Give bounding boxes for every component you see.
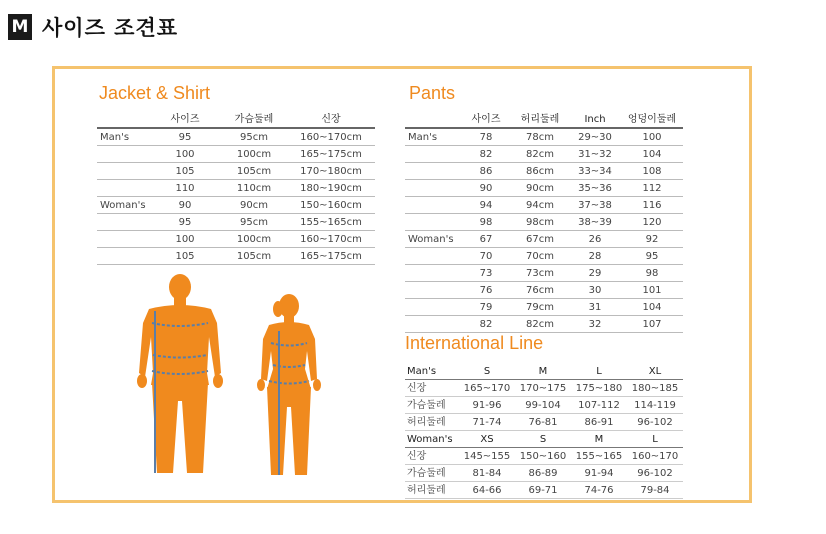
- table-header-cell: XL: [627, 363, 683, 380]
- table-cell: 104: [621, 299, 683, 316]
- table-cell: 95: [621, 248, 683, 265]
- table-cell: 112: [621, 180, 683, 197]
- table-cell: 86: [461, 163, 511, 180]
- column-header: 사이즈: [149, 111, 221, 128]
- table-cell: 76: [461, 282, 511, 299]
- table-cell: 79-84: [627, 482, 683, 499]
- table-cell: 107-112: [571, 397, 627, 414]
- table-row: [405, 214, 683, 231]
- table-cell: 98cm: [511, 214, 569, 231]
- table-row: [405, 197, 683, 214]
- column-header: Inch: [569, 111, 621, 128]
- column-header: 허리둘레: [511, 111, 569, 128]
- table-cell: 29: [569, 265, 621, 282]
- table-cell: 105: [149, 248, 221, 265]
- table-cell: 145~155: [459, 448, 515, 465]
- group-label-empty: [97, 180, 149, 197]
- table-row: [405, 397, 683, 414]
- table-cell: 180~190cm: [287, 180, 375, 197]
- table-cell: 95cm: [221, 214, 287, 231]
- table-cell: 99-104: [515, 397, 571, 414]
- table-cell: 170~180cm: [287, 163, 375, 180]
- table-row: [405, 180, 683, 197]
- table-row: [97, 231, 375, 248]
- table-cell: 160~170: [627, 448, 683, 465]
- table-header-cell: L: [627, 431, 683, 448]
- size-header-row: [405, 431, 683, 448]
- table-cell: 79: [461, 299, 511, 316]
- table-cell: 71-74: [459, 414, 515, 431]
- table-cell: 116: [621, 197, 683, 214]
- table-cell: 155~165: [571, 448, 627, 465]
- measure-label: 허리둘레: [405, 482, 459, 499]
- table-cell: 67cm: [511, 231, 569, 248]
- table-cell: 100: [621, 128, 683, 146]
- table-cell: 74-76: [571, 482, 627, 499]
- table-cell: 114-119: [627, 397, 683, 414]
- pants-size-table: [405, 111, 683, 333]
- table-header-cell: XS: [459, 431, 515, 448]
- table-header-cell: L: [571, 363, 627, 380]
- table-cell: 82cm: [511, 316, 569, 333]
- table-cell: 33~34: [569, 163, 621, 180]
- table-row: [405, 316, 683, 333]
- table-cell: 73: [461, 265, 511, 282]
- table-cell: 107: [621, 316, 683, 333]
- table-row: [405, 163, 683, 180]
- table-cell: 94cm: [511, 197, 569, 214]
- group-label-empty: [405, 265, 461, 282]
- table-cell: 30: [569, 282, 621, 299]
- table-row: [97, 248, 375, 265]
- table-cell: 104: [621, 146, 683, 163]
- table-cell: 82: [461, 316, 511, 333]
- group-label-empty: [97, 146, 149, 163]
- woman-figure-illustration: [245, 291, 335, 479]
- group-label-empty: [405, 282, 461, 299]
- table-cell: 86-89: [515, 465, 571, 482]
- table-cell: 95: [149, 128, 221, 146]
- column-header: [97, 111, 149, 128]
- group-label: Man's: [97, 128, 149, 146]
- table-cell: 73cm: [511, 265, 569, 282]
- group-label: Man's: [405, 128, 461, 146]
- table-cell: 108: [621, 163, 683, 180]
- table-row: [97, 163, 375, 180]
- table-cell: 160~170cm: [287, 128, 375, 146]
- table-row: [405, 465, 683, 482]
- group-label-empty: [97, 163, 149, 180]
- table-cell: 110cm: [221, 180, 287, 197]
- table-row: [97, 197, 375, 214]
- table-cell: 120: [621, 214, 683, 231]
- table-header-cell: S: [515, 431, 571, 448]
- column-header: [405, 111, 461, 128]
- table-cell: 170~175: [515, 380, 571, 397]
- pants-title: Pants: [409, 83, 456, 103]
- table-row: [97, 128, 375, 146]
- table-cell: 90: [149, 197, 221, 214]
- table-header-cell: M: [515, 363, 571, 380]
- table-row: [405, 299, 683, 316]
- page-title: 사이즈 조견표: [42, 16, 179, 40]
- table-cell: 28: [569, 248, 621, 265]
- table-cell: 90cm: [511, 180, 569, 197]
- table-row: [405, 414, 683, 431]
- table-cell: 150~160: [515, 448, 571, 465]
- table-cell: 86-91: [571, 414, 627, 431]
- measure-label: 신장: [405, 448, 459, 465]
- table-row: [405, 265, 683, 282]
- table-row: [405, 380, 683, 397]
- measure-label: 신장: [405, 380, 459, 397]
- table-cell: 70cm: [511, 248, 569, 265]
- table-cell: 26: [569, 231, 621, 248]
- table-row: [405, 146, 683, 163]
- table-cell: 78cm: [511, 128, 569, 146]
- table-cell: 92: [621, 231, 683, 248]
- table-cell: 105cm: [221, 248, 287, 265]
- table-cell: 95cm: [221, 128, 287, 146]
- jacket-size-table: [97, 111, 375, 265]
- table-row: [97, 214, 375, 231]
- table-cell: 175~180: [571, 380, 627, 397]
- table-cell: 105: [149, 163, 221, 180]
- table-cell: 79cm: [511, 299, 569, 316]
- table-cell: 100cm: [221, 146, 287, 163]
- group-label-empty: [97, 248, 149, 265]
- table-row: [405, 248, 683, 265]
- table-cell: 76cm: [511, 282, 569, 299]
- group-label-empty: [97, 231, 149, 248]
- table-cell: 96-102: [627, 465, 683, 482]
- table-cell: 180~185: [627, 380, 683, 397]
- table-cell: 86cm: [511, 163, 569, 180]
- size-badge: M: [8, 14, 32, 40]
- man-figure-illustration: [125, 273, 235, 477]
- table-cell: 78: [461, 128, 511, 146]
- table-cell: 94: [461, 197, 511, 214]
- group-label-empty: [405, 146, 461, 163]
- table-cell: 82cm: [511, 146, 569, 163]
- size-chart-frame: [52, 66, 752, 503]
- group-label-empty: [97, 214, 149, 231]
- table-cell: 95: [149, 214, 221, 231]
- table-cell: 165~175cm: [287, 146, 375, 163]
- table-cell: 91-94: [571, 465, 627, 482]
- table-cell: 110: [149, 180, 221, 197]
- table-cell: 165~175cm: [287, 248, 375, 265]
- table-row: [405, 231, 683, 248]
- table-cell: 91-96: [459, 397, 515, 414]
- group-label-empty: [405, 299, 461, 316]
- group-label-empty: [405, 163, 461, 180]
- group-label-empty: [405, 248, 461, 265]
- column-header: 신장: [287, 111, 375, 128]
- group-label: Woman's: [97, 197, 149, 214]
- table-cell: 70: [461, 248, 511, 265]
- table-row: [405, 128, 683, 146]
- table-cell: 82: [461, 146, 511, 163]
- international-size-table: [405, 363, 683, 499]
- table-row: [405, 448, 683, 465]
- column-header: 가슴둘레: [221, 111, 287, 128]
- jacket-title: Jacket & Shirt: [99, 83, 211, 103]
- measure-label: 가슴둘레: [405, 397, 459, 414]
- table-row: [97, 146, 375, 163]
- table-cell: 31: [569, 299, 621, 316]
- table-cell: 69-71: [515, 482, 571, 499]
- column-header: 엉덩이둘레: [621, 111, 683, 128]
- table-cell: 64-66: [459, 482, 515, 499]
- table-cell: 98: [621, 265, 683, 282]
- table-cell: 76-81: [515, 414, 571, 431]
- group-label-empty: [405, 180, 461, 197]
- table-header-cell: Man's: [405, 363, 459, 380]
- table-cell: 90cm: [221, 197, 287, 214]
- page-header: [8, 12, 178, 42]
- table-cell: 100cm: [221, 231, 287, 248]
- size-header-row: [405, 363, 683, 380]
- table-cell: 29~30: [569, 128, 621, 146]
- table-cell: 81-84: [459, 465, 515, 482]
- group-label-empty: [405, 214, 461, 231]
- table-header-cell: Woman's: [405, 431, 459, 448]
- table-header-cell: M: [571, 431, 627, 448]
- table-cell: 150~160cm: [287, 197, 375, 214]
- table-cell: 32: [569, 316, 621, 333]
- table-cell: 38~39: [569, 214, 621, 231]
- table-header-cell: S: [459, 363, 515, 380]
- table-row: [97, 180, 375, 197]
- table-cell: 98: [461, 214, 511, 231]
- table-cell: 67: [461, 231, 511, 248]
- table-row: [405, 282, 683, 299]
- table-cell: 160~170cm: [287, 231, 375, 248]
- measure-label: 가슴둘레: [405, 465, 459, 482]
- group-label: Woman's: [405, 231, 461, 248]
- table-cell: 37~38: [569, 197, 621, 214]
- table-cell: 96-102: [627, 414, 683, 431]
- table-cell: 100: [149, 231, 221, 248]
- table-cell: 101: [621, 282, 683, 299]
- table-cell: 31~32: [569, 146, 621, 163]
- table-cell: 100: [149, 146, 221, 163]
- table-cell: 90: [461, 180, 511, 197]
- table-row: [405, 482, 683, 499]
- group-label-empty: [405, 197, 461, 214]
- table-cell: 155~165cm: [287, 214, 375, 231]
- table-cell: 165~170: [459, 380, 515, 397]
- table-cell: 35~36: [569, 180, 621, 197]
- column-header: 사이즈: [461, 111, 511, 128]
- table-cell: 105cm: [221, 163, 287, 180]
- measure-label: 허리둘레: [405, 414, 459, 431]
- group-label-empty: [405, 316, 461, 333]
- international-line-title: International Line: [405, 333, 544, 353]
